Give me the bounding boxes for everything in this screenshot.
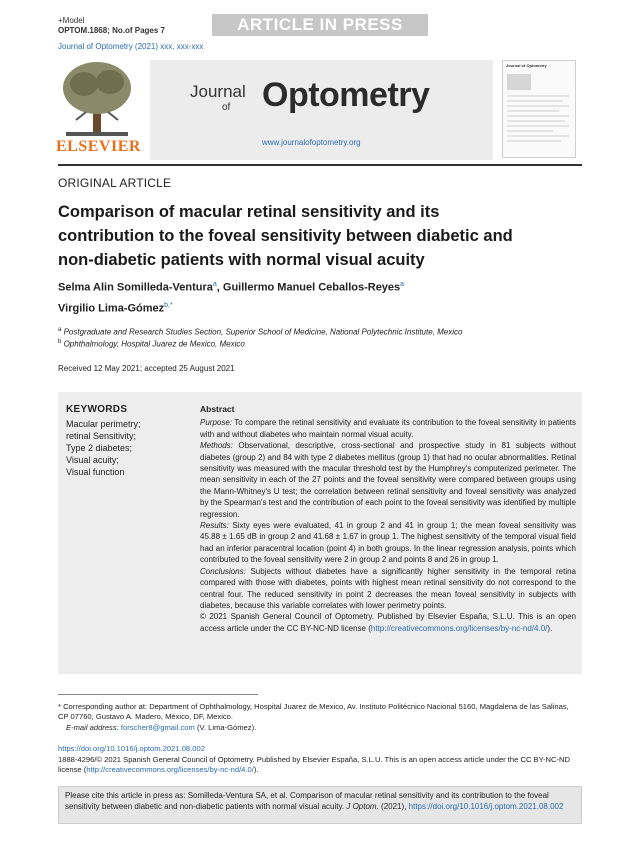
footnote-divider (58, 694, 258, 695)
license-link[interactable]: http://creativecommons.org/licenses/by-nc-nd/4.0/ (370, 623, 548, 633)
author-sep: , (216, 281, 223, 294)
methods-text: Observational, descriptive, cross-sectional and prospective study in 81 subjects without diabetes (group 2) and 84 with type 2 diabetes mellitus (group 1) that had no ocular abnormalities. Retinal sensitivity was measured with the macular threshold test by the Humphrey's computerized perimeter. The mean sensitivity in each of the 27 points and the foveal sensitivity were compared between groups using the Mann-Whitney's U test; the correlation between retinal sensitivity and foveal sensitivity was analyzed by the Spearman's test and the contribution of each point to the foveal sensitivity was identified by multiple regression. (200, 441, 576, 519)
doi-link[interactable]: https://doi.org/10.1016/j.optom.2021.08.002 (58, 744, 205, 753)
model-line: +Model (58, 16, 85, 25)
journal-url-link[interactable]: www.journalofoptometry.org (262, 138, 361, 147)
affiliation-a-text: Postgraduate and Research Studies Section, Superior School of Medicine, National Polytechnic Institute, Mexico (63, 327, 463, 337)
doc-code: OPTOM.1868; No.of Pages 7 (58, 26, 165, 35)
affiliation-a-sup: a (58, 327, 62, 333)
issn-line (58, 755, 578, 775)
copyright-end: ). (547, 623, 553, 633)
author-list (58, 276, 558, 317)
header-model-block (58, 16, 165, 36)
journal-ref-link[interactable]: Journal of Optometry (2021) xxx, xxx-xxx (58, 42, 204, 51)
email-label: E-mail address: (66, 723, 119, 732)
author-2[interactable]: Guillermo Manuel Ceballos-Reyes (222, 281, 401, 294)
issn-end: ). (253, 765, 259, 774)
citation-journal: J Optom. (346, 801, 379, 811)
affiliation-b (58, 339, 578, 349)
corresponding-author-note (58, 702, 578, 722)
citation-year: (2021), (381, 801, 407, 811)
keyword-item: Type 2 diabetes; (66, 443, 133, 453)
author-3-sup[interactable]: b,* (164, 301, 173, 309)
abstract-results (200, 520, 576, 566)
journal-cover-thumbnail (502, 60, 576, 158)
methods-label: Methods: (200, 441, 233, 451)
article-title: Comparison of macular retinal sensitivity and its contribution to the foveal sensitivity between diabetic and non-diabetic patients with normal visual acuity (58, 203, 513, 269)
section-label: ORIGINAL ARTICLE (58, 176, 172, 190)
email-link[interactable]: forscher8@gmail.com (120, 723, 195, 732)
author-3[interactable]: Virgilio Lima-Gómez (58, 302, 165, 315)
author-1-sup[interactable]: a (212, 281, 217, 288)
cover-lines-icon (503, 70, 575, 150)
author-2-sup[interactable]: a (400, 281, 405, 288)
article-in-press-banner: ARTICLE IN PRESS (212, 14, 428, 36)
doi-line (58, 744, 578, 754)
email-line (58, 723, 586, 733)
email-owner: (V. Lima-Gómez). (196, 723, 257, 732)
purpose-text: To compare the retinal sensitivity and evaluate its contribution to the foveal sensitivity in patients with and without diabetes who maintain normal visual acuity. (200, 418, 577, 439)
keyword-item: Macular perimetry; (66, 419, 141, 429)
results-label: Results: (200, 521, 229, 531)
journal-word: Journal (190, 82, 246, 101)
optometry-word: Optometry (262, 76, 430, 114)
citation-box (58, 786, 582, 824)
abstract-conclusions (200, 566, 576, 612)
purpose-label: Purpose: (200, 418, 233, 428)
results-text: Sixty eyes were evaluated, 41 in group 2 and 41 in group 1; the mean foveal sensitivity was 45.88 ± 1.65 dB in group 2 and 41.68 ± 1.67 in group 1. The highest sensitivity of the temporal visual field had an inferior paracentral location (point 4) in both groups. In the linear regression analysis, points which contributed to the foveal sensitivity were 2 in group 2 and points 8 and 26 in group 1. (200, 521, 576, 565)
abstract-column (200, 404, 576, 634)
abstract-purpose (200, 417, 576, 440)
author-1[interactable]: Selma Alin Somilleda-Ventura (58, 281, 213, 294)
issn-text: 1888-4296/© 2021 Spanish General Council of Optometry. Published by Elsevier España, S.L.U. This is an open access article under the CC BY-NC-ND license ( (58, 755, 570, 774)
corresponding-text: Corresponding author at: Department of Ophthalmology, Hospital Juarez de Mexico, Av. Instituto Politécnico Nacional 5160, Magdalena de las Salinas, CP 07760, Gustavo A. Madero, México, DF, Mexico. (58, 702, 569, 721)
of-word: of (222, 102, 231, 113)
affiliation-a (58, 327, 578, 337)
abstract-title: Abstract (200, 404, 235, 414)
conclusions-text: Subjects without diabetes have a significantly higher sensitivity in the temporal retina compared with those with diabetes, points with highest mean retinal sensitivity do not correspond to the central four. The reduced sensitivity in point 2 decreases the mean foveal sensitivity in subjects with diabetes, because this variable correlates with lower perimetry points. (200, 566, 576, 610)
asterisk-mark: * (58, 702, 64, 711)
keyword-item: retinal Sensitivity; (66, 431, 137, 441)
affiliation-b-text: Ophthalmology, Hospital Juarez de Mexico, Mexico (63, 339, 245, 349)
publisher-name: ELSEVIER (56, 138, 141, 155)
keywords-list (66, 418, 141, 478)
issn-license-link[interactable]: http://creativecommons.org/licenses/by-nc-nd/4.0/ (86, 765, 254, 774)
affiliation-b-sup: b (58, 339, 62, 345)
keyword-item: Visual acuity; (66, 455, 119, 465)
keywords-title: KEYWORDS (66, 404, 128, 415)
copyright-text: © 2021 Spanish General Council of Optometry. Published by Elsevier España, S.L.U. This is an open access article under the CC BY-NC-ND license ( (200, 612, 576, 633)
conclusions-label: Conclusions: (200, 566, 246, 576)
citation-doi-link[interactable]: https://doi.org/10.1016/j.optom.2021.08.002 (408, 801, 564, 811)
keyword-item: Visual function (66, 467, 125, 477)
cover-title: Journal of Optometry (506, 63, 547, 68)
abstract-methods (200, 440, 576, 520)
received-dates: Received 12 May 2021; accepted 25 August 2021 (58, 364, 235, 373)
citation-text: Please cite this article in press as: Somilleda-Ventura SA, et al. Comparison of macular retinal sensitivity and its contribution to the foveal sensitivity between diabetic and non-diabetic patients with normal visual acuity. (65, 791, 549, 811)
abstract-copyright (200, 611, 576, 634)
masthead-divider (58, 164, 582, 166)
